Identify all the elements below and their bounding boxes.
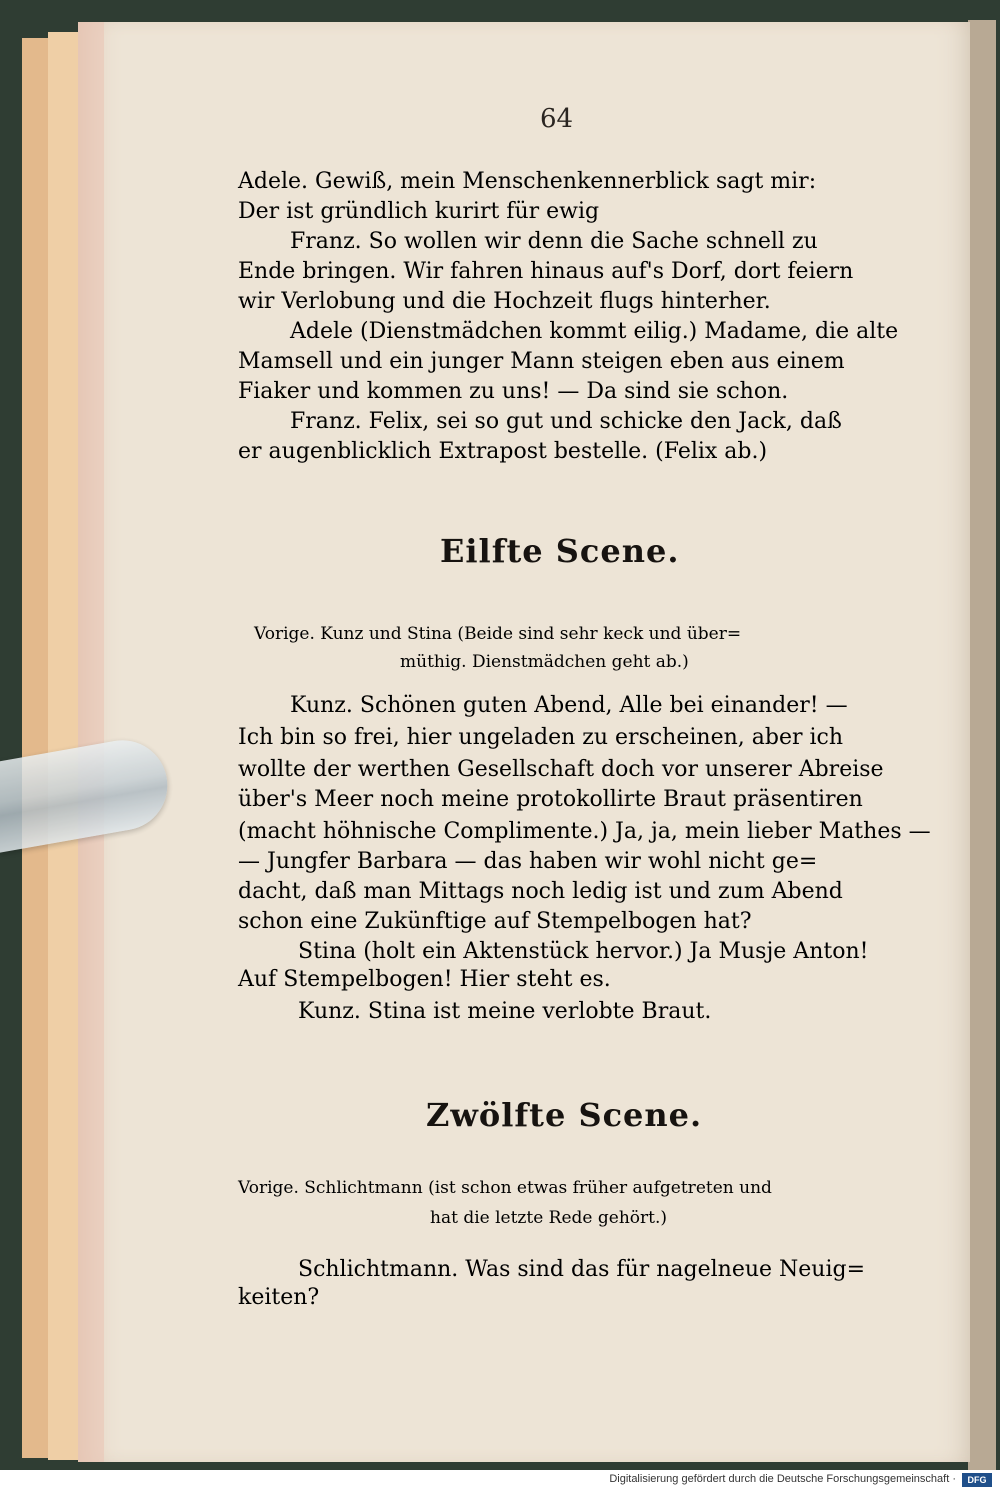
text-line: er augenblicklich Extrapost bestelle. (Felix ab.) — [238, 439, 768, 464]
page-gutter-shadow — [78, 22, 104, 1462]
text-line: Der ist gründlich kurirt für ewig — [238, 199, 600, 224]
footer-bar — [0, 1470, 1000, 1490]
text-line: Fiaker und kommen zu uns! — Da sind sie schon. — [238, 379, 789, 404]
text-line: Adele (Dienstmädchen kommt eilig.) Madame, die alte — [290, 319, 899, 344]
text-line: Mamsell und ein junger Mann steigen eben aus einem — [238, 349, 845, 374]
text-line: Schlichtmann. Was sind das für nagelneue Neuig= — [298, 1257, 866, 1282]
text-line: wollte der werthen Gesellschaft doch vor unserer Abreise — [238, 757, 884, 782]
text-line: keiten? — [238, 1285, 320, 1310]
text-line: dacht, daß man Mittags noch ledig ist und zum Abend — [238, 879, 843, 904]
text-line: Kunz. Schönen guten Abend, Alle bei einander! — — [290, 693, 848, 718]
text-line: Adele. Gewiß, mein Menschenkennerblick sagt mir: — [238, 169, 817, 194]
text-line: Franz. So wollen wir denn die Sache schnell zu — [290, 229, 818, 254]
text-line: Stina (holt ein Aktenstück hervor.) Ja Musje Anton! — [298, 939, 869, 964]
text-line: schon eine Zukünftige auf Stempelbogen hat? — [238, 909, 752, 934]
text-line: (macht höhnische Complimente.) Ja, ja, mein lieber Mathes — — [238, 819, 931, 844]
stage-direction: hat die letzte Rede gehört.) — [430, 1208, 668, 1228]
book-edge-right — [968, 20, 996, 1470]
page-number: 64 — [540, 104, 574, 134]
stage-direction: müthig. Dienstmädchen geht ab.) — [400, 652, 689, 672]
text-line: Ich bin so frei, hier ungeladen zu erscheinen, aber ich — [238, 725, 843, 750]
stage-direction: Vorige. Kunz und Stina (Beide sind sehr keck und über= — [254, 624, 742, 644]
dfg-logo: DFG — [962, 1473, 992, 1487]
footer-credit: Digitalisierung gefördert durch die Deutsche Forschungsgemeinschaft · — [609, 1473, 956, 1485]
text-line: wir Verlobung und die Hochzeit flugs hinterher. — [238, 289, 771, 314]
text-line: Kunz. Stina ist meine verlobte Braut. — [298, 999, 712, 1024]
text-line: Auf Stempelbogen! Hier steht es. — [238, 967, 611, 992]
scene-heading: Eilfte Scene. — [440, 532, 680, 570]
text-line: — Jungfer Barbara — das haben wir wohl nicht ge= — [238, 849, 818, 874]
scene-heading: Zwölfte Scene. — [426, 1096, 703, 1134]
text-line: Ende bringen. Wir fahren hinaus auf's Dorf, dort feiern — [238, 259, 854, 284]
text-line: über's Meer noch meine protokollirte Braut präsentiren — [238, 787, 863, 812]
stage-direction: Vorige. Schlichtmann (ist schon etwas früher aufgetreten und — [238, 1178, 772, 1198]
text-line: Franz. Felix, sei so gut und schicke den Jack, daß — [290, 409, 842, 434]
